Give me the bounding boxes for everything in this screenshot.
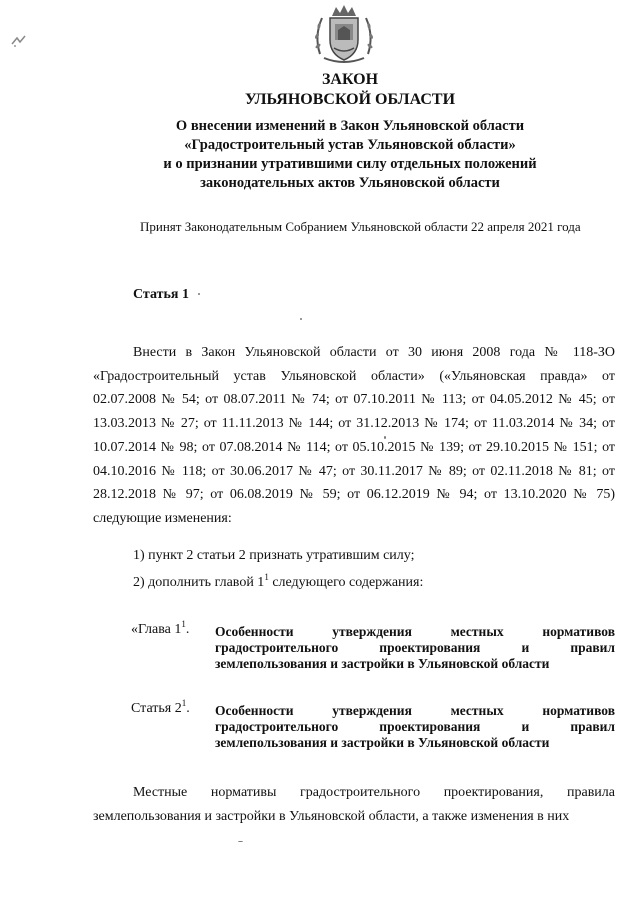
amendment-item-1: 1) пункт 2 статьи 2 признать утратившим силу;: [133, 548, 415, 563]
article-2-1-label: [131, 698, 190, 717]
scan-speck: [300, 318, 302, 320]
article-2-1-label-superscript: 1: [181, 698, 187, 708]
scan-artifact-mark: [10, 34, 28, 48]
law-title: [60, 70, 640, 110]
ulyanovsk-coat-of-arms-icon: [310, 2, 378, 66]
chapter-label-suffix: .: [185, 622, 190, 637]
item-2-prefix: 2) дополнить главой 1: [133, 575, 265, 590]
subtitle-line: и о признании утратившими силу отдельных положений: [163, 156, 537, 172]
item-2-superscript: 1: [264, 572, 269, 582]
subtitle-line: О внесении изменений в Закон Ульяновской области: [175, 118, 525, 134]
item-2-suffix: следующего содержания:: [268, 575, 424, 590]
chapter-label-superscript: 1: [181, 619, 186, 629]
subtitle-line: законодательных актов Ульяновской области: [200, 175, 500, 191]
scan-speck: [238, 841, 243, 842]
subtitle-line: «Градостроительный устав Ульяновской области»: [184, 137, 516, 153]
law-subtitle: [60, 117, 640, 193]
article-1-intro-paragraph: Внести в Закон Ульяновской области от 30 июня 2008 года № 118-ЗО «Градостроительный устав Ульяновской области» («Ульяновская правда» от 02.07.2008 № 54; от 08.07.2011 № 74; от 07.10.2011 № 113; от 04.05.2012 № 45; от 13.03.2013 № 27; от 11.11.2013 № 144; от 31.12.2013 № 174; от 11.03.2014 № 34; от 10.07.2014 № 98; от 07.08.2014 № 114; от 05.10.2015 № 139; от 29.10.2015 № 151; от 04.10.2016 № 118; от 30.06.2017 № 47; от 30.11.2017 № 89; от 02.11.2018 № 81; от 28.12.2018 № 97; от 06.08.2019 № 59; от 06.12.2019 № 94; от 13.10.2020 № 75) следующие изменения:: [93, 345, 615, 526]
law-title-line1: ЗАКОН: [321, 71, 379, 88]
article-2-1-label-prefix: Статья 2: [131, 701, 182, 716]
article-1-heading: Статья 1: [133, 287, 189, 302]
article-2-1-label-suffix: .: [186, 701, 190, 716]
chapter-label: [131, 619, 190, 638]
amendment-item-2: [133, 572, 424, 591]
chapter-title: Особенности утверждения местных нормативов градостроительного проектирования и правил землепользования и застройки в Ульяновской области: [215, 624, 615, 671]
adoption-line: Принят Законодательным Собранием Ульяновской области 22 апреля 2021 года: [140, 219, 581, 234]
body-paragraph: Местные нормативы градостроительного проектирования, правила землепользования и застройки в Ульяновской области, а также изменения в них: [93, 785, 615, 824]
chapter-label-prefix: «Глава 1: [131, 622, 182, 637]
scan-speck: [198, 293, 200, 295]
article-2-1-title: Особенности утверждения местных нормативов градостроительного проектирования и правил землепользования и застройки в Ульяновской области: [215, 703, 615, 750]
law-title-line2: УЛЬЯНОВСКОЙ ОБЛАСТИ: [244, 91, 456, 108]
scan-speck: [384, 436, 386, 439]
